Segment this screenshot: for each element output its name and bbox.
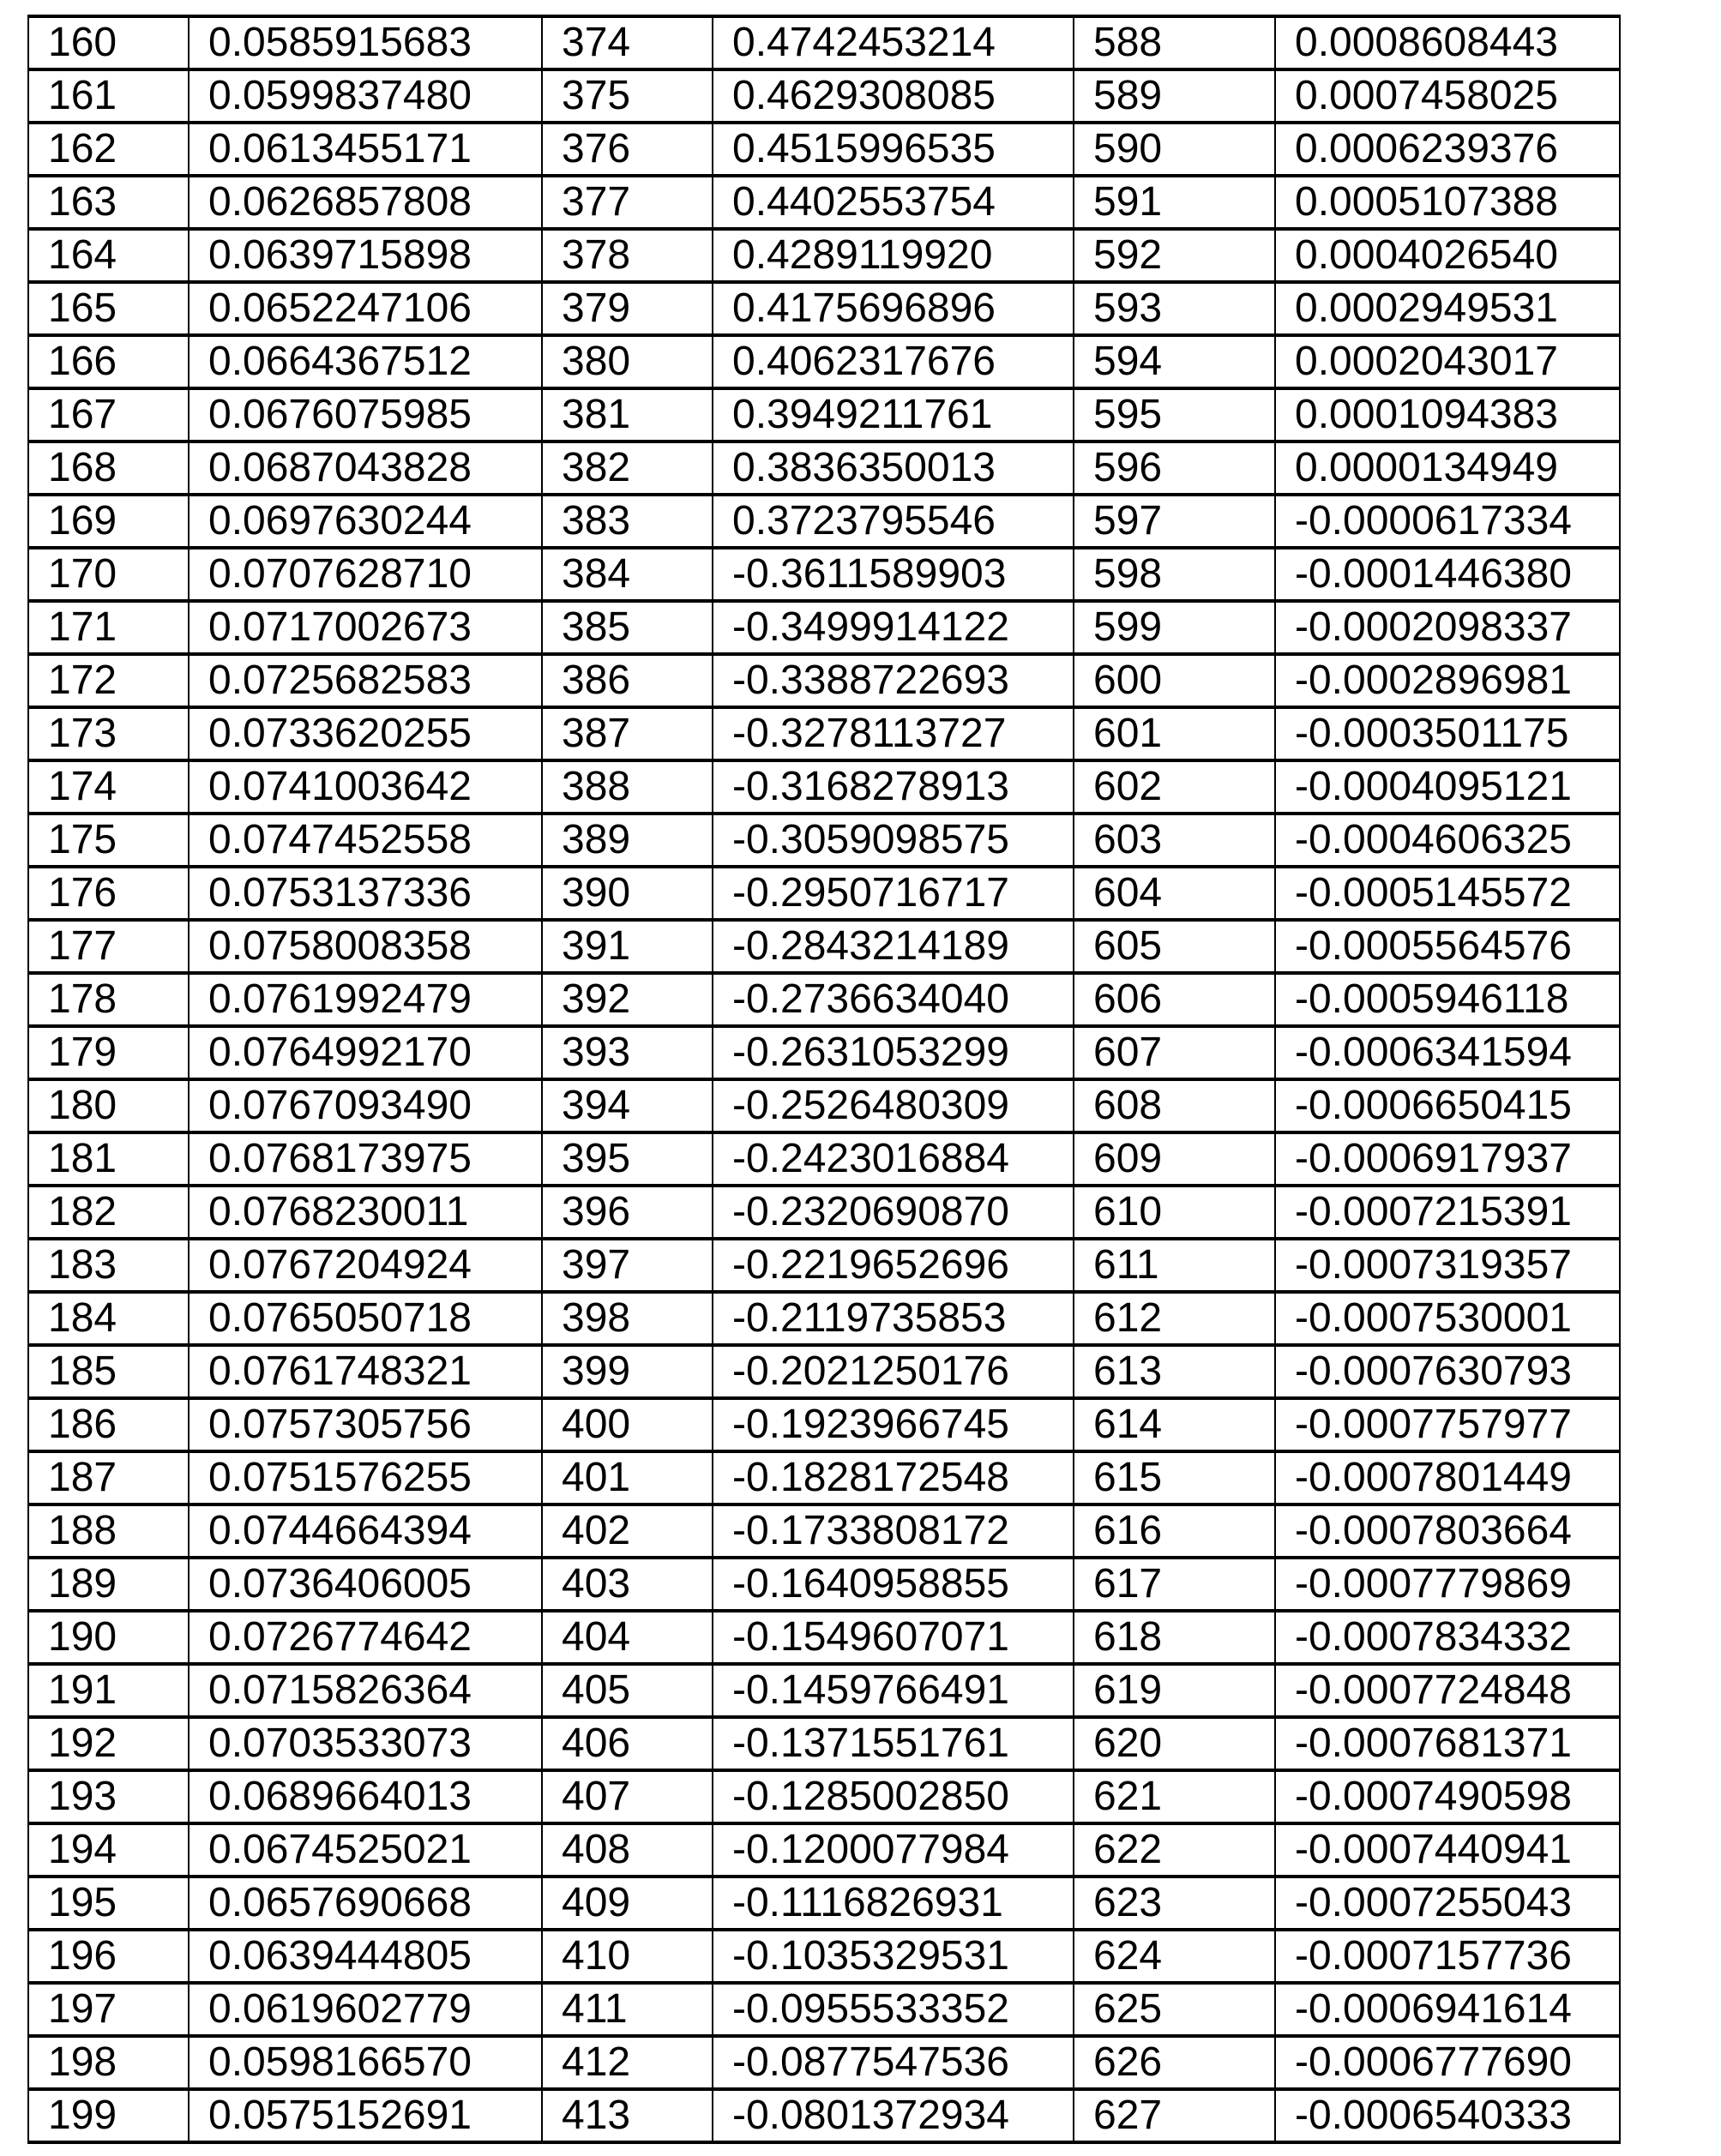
index-cell: 374 — [542, 16, 713, 69]
index-cell: 621 — [1074, 1770, 1275, 1823]
table-row — [28, 1558, 1620, 1611]
coefficient-cell: -0.0007724848 — [1275, 1664, 1620, 1717]
coefficient-cell: -0.0006941614 — [1275, 1983, 1620, 2036]
index-cell: 382 — [542, 441, 713, 495]
coefficient-cell: -0.2219652696 — [713, 1239, 1074, 1292]
coefficient-cell: 0.0725682583 — [189, 654, 542, 707]
coefficient-cell: -0.0006341594 — [1275, 1026, 1620, 1079]
coefficient-cell: 0.0674525021 — [189, 1823, 542, 1877]
coefficient-cell: -0.2320690870 — [713, 1186, 1074, 1239]
index-cell: 409 — [542, 1877, 713, 1930]
index-cell: 619 — [1074, 1664, 1275, 1717]
coefficient-cell: 0.0657690668 — [189, 1877, 542, 1930]
table-row — [28, 2036, 1620, 2089]
table-row — [28, 176, 1620, 229]
coefficient-cell: 0.0717002673 — [189, 601, 542, 654]
coefficient-cell: 0.0008608443 — [1275, 16, 1620, 69]
coefficient-cell: 0.3723795546 — [713, 495, 1074, 548]
coefficient-cell: -0.3278113727 — [713, 707, 1074, 760]
index-cell: 625 — [1074, 1983, 1275, 2036]
coefficient-cell: -0.1035329531 — [713, 1930, 1074, 1983]
coefficient-cell: 0.0002949531 — [1275, 282, 1620, 335]
coefficient-cell: -0.2843214189 — [713, 920, 1074, 973]
coefficient-cell: 0.0736406005 — [189, 1558, 542, 1611]
coefficient-cell: -0.0007215391 — [1275, 1186, 1620, 1239]
index-cell: 624 — [1074, 1930, 1275, 1983]
index-cell: 593 — [1074, 282, 1275, 335]
table-row — [28, 2089, 1620, 2142]
table-row — [28, 1345, 1620, 1398]
coefficient-cell: -0.1459766491 — [713, 1664, 1074, 1717]
coefficient-cell: 0.0613455171 — [189, 123, 542, 176]
index-cell: 592 — [1074, 229, 1275, 282]
index-cell: 618 — [1074, 1611, 1275, 1664]
index-cell: 411 — [542, 1983, 713, 2036]
table-row — [28, 441, 1620, 495]
coefficient-cell: -0.3611589903 — [713, 548, 1074, 601]
index-cell: 588 — [1074, 16, 1275, 69]
table-row — [28, 1717, 1620, 1770]
index-cell: 378 — [542, 229, 713, 282]
index-cell: 408 — [542, 1823, 713, 1877]
table-row — [28, 707, 1620, 760]
index-cell: 605 — [1074, 920, 1275, 973]
coefficient-cell: 0.0599837480 — [189, 69, 542, 123]
index-cell: 390 — [542, 867, 713, 920]
index-cell: 167 — [28, 388, 189, 441]
index-cell: 406 — [542, 1717, 713, 1770]
index-cell: 600 — [1074, 654, 1275, 707]
index-cell: 172 — [28, 654, 189, 707]
table-body — [28, 16, 1620, 2142]
table-row — [28, 388, 1620, 441]
coefficient-cell: -0.0007803664 — [1275, 1504, 1620, 1558]
index-cell: 405 — [542, 1664, 713, 1717]
coefficient-cell: -0.1200077984 — [713, 1823, 1074, 1877]
coefficient-cell: -0.0955533352 — [713, 1983, 1074, 2036]
table-row — [28, 1930, 1620, 1983]
coefficient-cell: 0.3836350013 — [713, 441, 1074, 495]
index-cell: 614 — [1074, 1398, 1275, 1451]
index-cell: 412 — [542, 2036, 713, 2089]
table-row — [28, 1079, 1620, 1132]
coefficient-cell: -0.0007681371 — [1275, 1717, 1620, 1770]
index-cell: 192 — [28, 1717, 189, 1770]
coefficient-cell: -0.2021250176 — [713, 1345, 1074, 1398]
index-cell: 194 — [28, 1823, 189, 1877]
coefficient-cell: -0.3388722693 — [713, 654, 1074, 707]
coefficient-cell: 0.0733620255 — [189, 707, 542, 760]
coefficient-cell: -0.0007319357 — [1275, 1239, 1620, 1292]
index-cell: 199 — [28, 2089, 189, 2142]
index-cell: 627 — [1074, 2089, 1275, 2142]
index-cell: 191 — [28, 1664, 189, 1717]
table-row — [28, 335, 1620, 388]
index-cell: 190 — [28, 1611, 189, 1664]
index-cell: 626 — [1074, 2036, 1275, 2089]
coefficient-cell: 0.0747452558 — [189, 814, 542, 867]
index-cell: 617 — [1074, 1558, 1275, 1611]
index-cell: 393 — [542, 1026, 713, 1079]
coefficient-cell: -0.0002098337 — [1275, 601, 1620, 654]
index-cell: 594 — [1074, 335, 1275, 388]
coefficient-cell: 0.4289119920 — [713, 229, 1074, 282]
table-row — [28, 973, 1620, 1026]
index-cell: 389 — [542, 814, 713, 867]
index-cell: 164 — [28, 229, 189, 282]
table-row — [28, 69, 1620, 123]
coefficient-cell: 0.0767093490 — [189, 1079, 542, 1132]
index-cell: 178 — [28, 973, 189, 1026]
index-cell: 160 — [28, 16, 189, 69]
coefficient-cell: -0.1116826931 — [713, 1877, 1074, 1930]
coefficient-cell: 0.0768230011 — [189, 1186, 542, 1239]
index-cell: 379 — [542, 282, 713, 335]
index-cell: 386 — [542, 654, 713, 707]
index-cell: 610 — [1074, 1186, 1275, 1239]
coefficient-cell: 0.0626857808 — [189, 176, 542, 229]
coefficient-cell: -0.2631053299 — [713, 1026, 1074, 1079]
coefficient-cell: 0.4175696896 — [713, 282, 1074, 335]
coefficient-cell: 0.0639444805 — [189, 1930, 542, 1983]
index-cell: 168 — [28, 441, 189, 495]
index-cell: 400 — [542, 1398, 713, 1451]
index-cell: 589 — [1074, 69, 1275, 123]
table-row — [28, 282, 1620, 335]
index-cell: 394 — [542, 1079, 713, 1132]
coefficient-cell: -0.0005946118 — [1275, 973, 1620, 1026]
coefficient-cell: -0.0007530001 — [1275, 1292, 1620, 1345]
table-row — [28, 229, 1620, 282]
coefficient-cell: -0.0005145572 — [1275, 867, 1620, 920]
coefficient-cell: 0.0664367512 — [189, 335, 542, 388]
index-cell: 384 — [542, 548, 713, 601]
index-cell: 165 — [28, 282, 189, 335]
table-row — [28, 1823, 1620, 1877]
coefficient-cell: 0.0764992170 — [189, 1026, 542, 1079]
coefficient-cell: -0.0005564576 — [1275, 920, 1620, 973]
index-cell: 380 — [542, 335, 713, 388]
table-row — [28, 1504, 1620, 1558]
index-cell: 620 — [1074, 1717, 1275, 1770]
coefficient-cell: -0.0007801449 — [1275, 1451, 1620, 1504]
coefficient-cell: -0.0006650415 — [1275, 1079, 1620, 1132]
index-cell: 602 — [1074, 760, 1275, 814]
index-cell: 186 — [28, 1398, 189, 1451]
coefficient-cell: 0.0753137336 — [189, 867, 542, 920]
index-cell: 189 — [28, 1558, 189, 1611]
index-cell: 606 — [1074, 973, 1275, 1026]
index-cell: 166 — [28, 335, 189, 388]
index-cell: 604 — [1074, 867, 1275, 920]
index-cell: 608 — [1074, 1079, 1275, 1132]
coefficient-cell: 0.0007458025 — [1275, 69, 1620, 123]
coefficient-cell: -0.1371551761 — [713, 1717, 1074, 1770]
table-row — [28, 123, 1620, 176]
index-cell: 161 — [28, 69, 189, 123]
coefficient-cell: -0.1285002850 — [713, 1770, 1074, 1823]
index-cell: 193 — [28, 1770, 189, 1823]
table-row — [28, 920, 1620, 973]
index-cell: 181 — [28, 1132, 189, 1186]
index-cell: 173 — [28, 707, 189, 760]
coefficient-cell: -0.3499914122 — [713, 601, 1074, 654]
index-cell: 177 — [28, 920, 189, 973]
index-cell: 179 — [28, 1026, 189, 1079]
index-cell: 615 — [1074, 1451, 1275, 1504]
coefficient-cell: 0.0767204924 — [189, 1239, 542, 1292]
coefficient-cell: 0.0703533073 — [189, 1717, 542, 1770]
coefficient-cell: -0.2736634040 — [713, 973, 1074, 1026]
index-cell: 590 — [1074, 123, 1275, 176]
coefficient-cell: 0.0761748321 — [189, 1345, 542, 1398]
index-cell: 591 — [1074, 176, 1275, 229]
coefficient-cell: 0.3949211761 — [713, 388, 1074, 441]
index-cell: 396 — [542, 1186, 713, 1239]
table-row — [28, 495, 1620, 548]
coefficient-cell: -0.2119735853 — [713, 1292, 1074, 1345]
table-row — [28, 1132, 1620, 1186]
table-row — [28, 814, 1620, 867]
table-row — [28, 1292, 1620, 1345]
index-cell: 611 — [1074, 1239, 1275, 1292]
coefficient-cell: -0.1733808172 — [713, 1504, 1074, 1558]
table-row — [28, 1664, 1620, 1717]
table-row — [28, 1451, 1620, 1504]
table-row — [28, 1983, 1620, 2036]
index-cell: 376 — [542, 123, 713, 176]
coefficient-cell: -0.0004095121 — [1275, 760, 1620, 814]
index-cell: 392 — [542, 973, 713, 1026]
index-cell: 198 — [28, 2036, 189, 2089]
index-cell: 609 — [1074, 1132, 1275, 1186]
index-cell: 195 — [28, 1877, 189, 1930]
index-cell: 603 — [1074, 814, 1275, 867]
coefficient-table — [27, 15, 1621, 2144]
index-cell: 180 — [28, 1079, 189, 1132]
index-cell: 184 — [28, 1292, 189, 1345]
index-cell: 171 — [28, 601, 189, 654]
coefficient-cell: -0.1549607071 — [713, 1611, 1074, 1664]
index-cell: 170 — [28, 548, 189, 601]
coefficient-cell: -0.0007630793 — [1275, 1345, 1620, 1398]
index-cell: 385 — [542, 601, 713, 654]
index-cell: 185 — [28, 1345, 189, 1398]
index-cell: 375 — [542, 69, 713, 123]
coefficient-cell: 0.0652247106 — [189, 282, 542, 335]
coefficient-cell: -0.0877547536 — [713, 2036, 1074, 2089]
index-cell: 623 — [1074, 1877, 1275, 1930]
index-cell: 397 — [542, 1239, 713, 1292]
index-cell: 377 — [542, 176, 713, 229]
coefficient-cell: 0.0726774642 — [189, 1611, 542, 1664]
coefficient-cell: -0.2526480309 — [713, 1079, 1074, 1132]
coefficient-cell: 0.0697630244 — [189, 495, 542, 548]
coefficient-cell: 0.0741003642 — [189, 760, 542, 814]
index-cell: 407 — [542, 1770, 713, 1823]
index-cell: 595 — [1074, 388, 1275, 441]
index-cell: 174 — [28, 760, 189, 814]
coefficient-cell: -0.0801372934 — [713, 2089, 1074, 2142]
coefficient-cell: 0.4742453214 — [713, 16, 1074, 69]
table-row — [28, 1611, 1620, 1664]
coefficient-cell: 0.0598166570 — [189, 2036, 542, 2089]
coefficient-cell: -0.3059098575 — [713, 814, 1074, 867]
index-cell: 398 — [542, 1292, 713, 1345]
coefficient-cell: 0.0768173975 — [189, 1132, 542, 1186]
coefficient-cell: -0.0007757977 — [1275, 1398, 1620, 1451]
table-row — [28, 1026, 1620, 1079]
index-cell: 162 — [28, 123, 189, 176]
coefficient-cell: -0.0006917937 — [1275, 1132, 1620, 1186]
index-cell: 622 — [1074, 1823, 1275, 1877]
coefficient-cell: 0.0765050718 — [189, 1292, 542, 1345]
index-cell: 399 — [542, 1345, 713, 1398]
index-cell: 187 — [28, 1451, 189, 1504]
index-cell: 404 — [542, 1611, 713, 1664]
coefficient-cell: 0.0707628710 — [189, 548, 542, 601]
coefficient-cell: 0.0001094383 — [1275, 388, 1620, 441]
table-row — [28, 867, 1620, 920]
coefficient-cell: -0.0007490598 — [1275, 1770, 1620, 1823]
index-cell: 391 — [542, 920, 713, 973]
coefficient-cell: 0.0000134949 — [1275, 441, 1620, 495]
index-cell: 597 — [1074, 495, 1275, 548]
coefficient-cell: 0.0689664013 — [189, 1770, 542, 1823]
coefficient-cell: 0.0761992479 — [189, 973, 542, 1026]
coefficient-cell: -0.3168278913 — [713, 760, 1074, 814]
coefficient-cell: -0.0001446380 — [1275, 548, 1620, 601]
coefficient-cell: -0.0007157736 — [1275, 1930, 1620, 1983]
coefficient-cell: -0.0003501175 — [1275, 707, 1620, 760]
coefficient-cell: -0.1640958855 — [713, 1558, 1074, 1611]
coefficient-cell: 0.0619602779 — [189, 1983, 542, 2036]
index-cell: 163 — [28, 176, 189, 229]
coefficient-cell: 0.0758008358 — [189, 920, 542, 973]
index-cell: 381 — [542, 388, 713, 441]
index-cell: 196 — [28, 1930, 189, 1983]
index-cell: 401 — [542, 1451, 713, 1504]
coefficient-cell: -0.1923966745 — [713, 1398, 1074, 1451]
index-cell: 607 — [1074, 1026, 1275, 1079]
coefficient-cell: 0.0585915683 — [189, 16, 542, 69]
coefficient-cell: 0.0575152691 — [189, 2089, 542, 2142]
index-cell: 410 — [542, 1930, 713, 1983]
coefficient-cell: 0.0751576255 — [189, 1451, 542, 1504]
coefficient-cell: 0.0005107388 — [1275, 176, 1620, 229]
table-row — [28, 548, 1620, 601]
index-cell: 395 — [542, 1132, 713, 1186]
index-cell: 403 — [542, 1558, 713, 1611]
coefficient-cell: -0.2950716717 — [713, 867, 1074, 920]
index-cell: 616 — [1074, 1504, 1275, 1558]
index-cell: 169 — [28, 495, 189, 548]
coefficient-cell: -0.0007779869 — [1275, 1558, 1620, 1611]
coefficient-cell: 0.4402553754 — [713, 176, 1074, 229]
coefficient-cell: -0.1828172548 — [713, 1451, 1074, 1504]
coefficient-cell: -0.0000617334 — [1275, 495, 1620, 548]
index-cell: 388 — [542, 760, 713, 814]
index-cell: 601 — [1074, 707, 1275, 760]
index-cell: 413 — [542, 2089, 713, 2142]
coefficient-cell: 0.0639715898 — [189, 229, 542, 282]
index-cell: 188 — [28, 1504, 189, 1558]
index-cell: 599 — [1074, 601, 1275, 654]
index-cell: 612 — [1074, 1292, 1275, 1345]
coefficient-cell: 0.0006239376 — [1275, 123, 1620, 176]
table-row — [28, 601, 1620, 654]
coefficient-cell: 0.0004026540 — [1275, 229, 1620, 282]
index-cell: 596 — [1074, 441, 1275, 495]
table-row — [28, 1239, 1620, 1292]
index-cell: 176 — [28, 867, 189, 920]
coefficient-cell: 0.0744664394 — [189, 1504, 542, 1558]
coefficient-cell: 0.0002043017 — [1275, 335, 1620, 388]
coefficient-cell: 0.0687043828 — [189, 441, 542, 495]
coefficient-cell: -0.0006777690 — [1275, 2036, 1620, 2089]
index-cell: 197 — [28, 1983, 189, 2036]
coefficient-cell: 0.0715826364 — [189, 1664, 542, 1717]
coefficient-cell: -0.0002896981 — [1275, 654, 1620, 707]
coefficient-cell: -0.0004606325 — [1275, 814, 1620, 867]
table-row — [28, 16, 1620, 69]
coefficient-cell: 0.0757305756 — [189, 1398, 542, 1451]
index-cell: 182 — [28, 1186, 189, 1239]
coefficient-cell: -0.0007255043 — [1275, 1877, 1620, 1930]
index-cell: 402 — [542, 1504, 713, 1558]
index-cell: 183 — [28, 1239, 189, 1292]
table-row — [28, 1398, 1620, 1451]
index-cell: 175 — [28, 814, 189, 867]
table-row — [28, 1877, 1620, 1930]
coefficient-cell: -0.2423016884 — [713, 1132, 1074, 1186]
coefficient-cell: -0.0007440941 — [1275, 1823, 1620, 1877]
coefficient-cell: 0.4062317676 — [713, 335, 1074, 388]
table-row — [28, 760, 1620, 814]
coefficient-cell: 0.4629308085 — [713, 69, 1074, 123]
coefficient-cell: -0.0007834332 — [1275, 1611, 1620, 1664]
table-row — [28, 654, 1620, 707]
coefficient-cell: 0.0676075985 — [189, 388, 542, 441]
table-row — [28, 1770, 1620, 1823]
coefficient-cell: -0.0006540333 — [1275, 2089, 1620, 2142]
index-cell: 387 — [542, 707, 713, 760]
table-row — [28, 1186, 1620, 1239]
coefficient-cell: 0.4515996535 — [713, 123, 1074, 176]
index-cell: 613 — [1074, 1345, 1275, 1398]
index-cell: 383 — [542, 495, 713, 548]
index-cell: 598 — [1074, 548, 1275, 601]
